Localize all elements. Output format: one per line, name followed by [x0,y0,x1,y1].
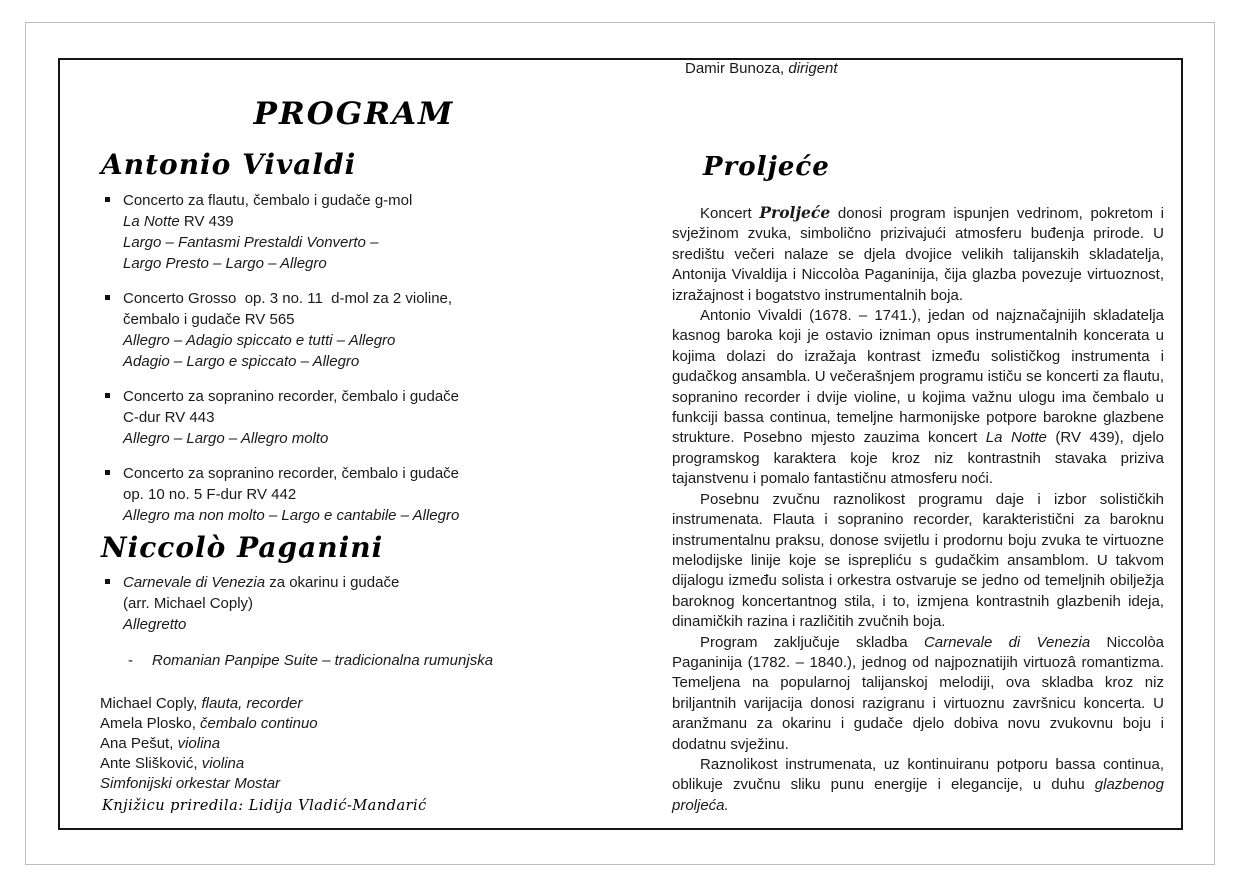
work-line: Allegretto [123,616,187,633]
performer-line: Simfonijski orkestar Mostar [100,775,281,792]
composer-heading-vivaldi: Antonio Vivaldi [101,148,357,181]
conductor-name: Damir Bunoza, [685,60,789,77]
bullet-square-icon [105,386,123,449]
bullet-square-icon [105,572,123,635]
composer-heading-paganini: Niccolò Paganini [101,531,384,564]
bullet-square-icon [105,190,123,274]
extra-work-line: Romanian Panpipe Suite – tradicionalna rumunjska [152,652,494,669]
conductor-line [685,60,838,77]
conductor-role: dirigent [788,60,838,77]
work-item [105,463,575,526]
work-lines [123,288,452,372]
dash-icon: - [128,652,133,669]
performer-line: Ante Slišković, violina [100,755,245,772]
program-note-paragraph: Koncert Proljeće donosi program ispunjen vedrinom, pokretom i svježinom zvuka, simbolično prizivajući atmosferu buđenja prirode. U središtu večeri nalaze se djela dvojice velikih talijanskih skladatelja, Antonija Vivaldija i Niccolòa Paganinija, čija glazba povezuje virtuoznost, izražajnost i bogatstvo instrumentalnih boja. [672,203,1169,304]
concert-title-proljece: Proljeće [703,152,830,182]
work-lines [123,386,459,449]
work-line: (arr. Michael Coply) [123,595,254,612]
work-line: La Notte RV 439 [123,213,234,230]
program-note-paragraph: Posebnu zvučnu raznolikost programu daje i izbor solističkih instrumenata. Flauta i sopranino recorder, karakteristični za baroknu instrumentalnu praksu, donose svijetlu i prodornu boju zvuka te virtuozne melodijske linije koje se isprepliću s gudačkim ansamblom. U takvom dijalogu između solista i orkestra ostvaruje se jedno od temeljnih obilježja baroknog koncertantnog stila, i to, izmjena kontrastnih glazbenih ideja, dinamičkih razina i različitih zvučnih boja. [672,490,1169,631]
program-notes [672,203,1169,816]
work-line: Largo – Fantasmi Prestaldi Vonverto – [123,234,379,251]
work-lines [123,572,399,635]
work-line: Allegro – Adagio spiccato e tutti – Allegro [123,332,396,349]
performer-line: Michael Coply, flauta, recorder [100,695,303,712]
work-lines [123,190,412,274]
work-line: Allegro ma non molto – Largo e cantabile – Allegro [123,507,460,524]
work-line: Allegro – Largo – Allegro molto [123,430,329,447]
work-lines [123,463,459,526]
work-line: Carnevale di Venezia za okarinu i gudače [123,574,400,591]
performer-line: Ana Pešut, violina [100,735,221,752]
performers-list [100,694,318,794]
program-note-paragraph: Raznolikost instrumenata, uz kontinuiranu potporu bassa continua, oblikuje zvučnu sliku punu energije i elegancije, u duhu glazbenog proljeća. [672,755,1169,814]
work-line: Concerto za sopranino recorder, čembalo i gudače [123,388,460,405]
work-line: Concerto za flautu, čembalo i gudače g-mol [123,192,413,209]
extra-work-item [128,650,493,671]
program-note-paragraph: Antonio Vivaldi (1678. – 1741.), jedan od najznačajnijih skladatelja kasnog baroka koji je ostavio izniman opus instrumentalnih koncerata u kojima dolazi do izražaja kontrast između solističkog instrumenta i gudačkog ansambla. U večerašnjem programu ističu se koncerti za flautu, sopranino recorder i dvije violine, u kojima važnu ulogu ima čembalo u funkciji bassa continua, temeljne harmonijske potpore barokne glazbene strukture. Posebno mjesto zauzima koncert La Notte (RV 439), djelo programskog karaktera koje kroz niz kontrastnih stavaka priziva tajanstvenu i pomalo fantastičnu atmosferu noći. [672,307,1169,488]
work-line: Adagio – Largo e spiccato – Allegro [123,353,360,370]
vivaldi-work-list [105,190,575,540]
work-item [105,190,575,274]
bullet-square-icon [105,463,123,526]
work-item [105,386,575,449]
work-line: op. 10 no. 5 F-dur RV 442 [123,486,297,503]
work-item [105,288,575,372]
performer-line: Amela Plosko, čembalo continuo [100,715,318,732]
work-line: C-dur RV 443 [123,409,215,426]
paganini-work-list [105,572,575,649]
bullet-square-icon [105,288,123,372]
work-line: Concerto za sopranino recorder, čembalo i gudače [123,465,460,482]
work-line: Concerto Grosso op. 3 no. 11 d-mol za 2 violine, [123,290,453,307]
work-line: čembalo i gudače RV 565 [123,311,295,328]
work-item [105,572,575,635]
program-title: PROGRAM [253,96,455,132]
work-line: Largo Presto – Largo – Allegro [123,255,327,272]
program-note-paragraph: Program zaključuje skladba Carnevale di Venezia Niccolòa Paganinija (1782. – 1840.), jednog od najpoznatijih virtuozâ romantizma. Temeljena na popularnoj talijanskoj melodiji, ova skladba kroz niz briljantnih varijacija donosi razigranu i virtuoznu završnicu koncerta. U aranžmanu za okarinu i gudače djelo dobiva novu zvukovnu boju i dodatnu svježinu. [672,633,1169,753]
booklet-credit: Knjižicu priredila: Lidija Vladić-Mandarić [102,798,427,814]
